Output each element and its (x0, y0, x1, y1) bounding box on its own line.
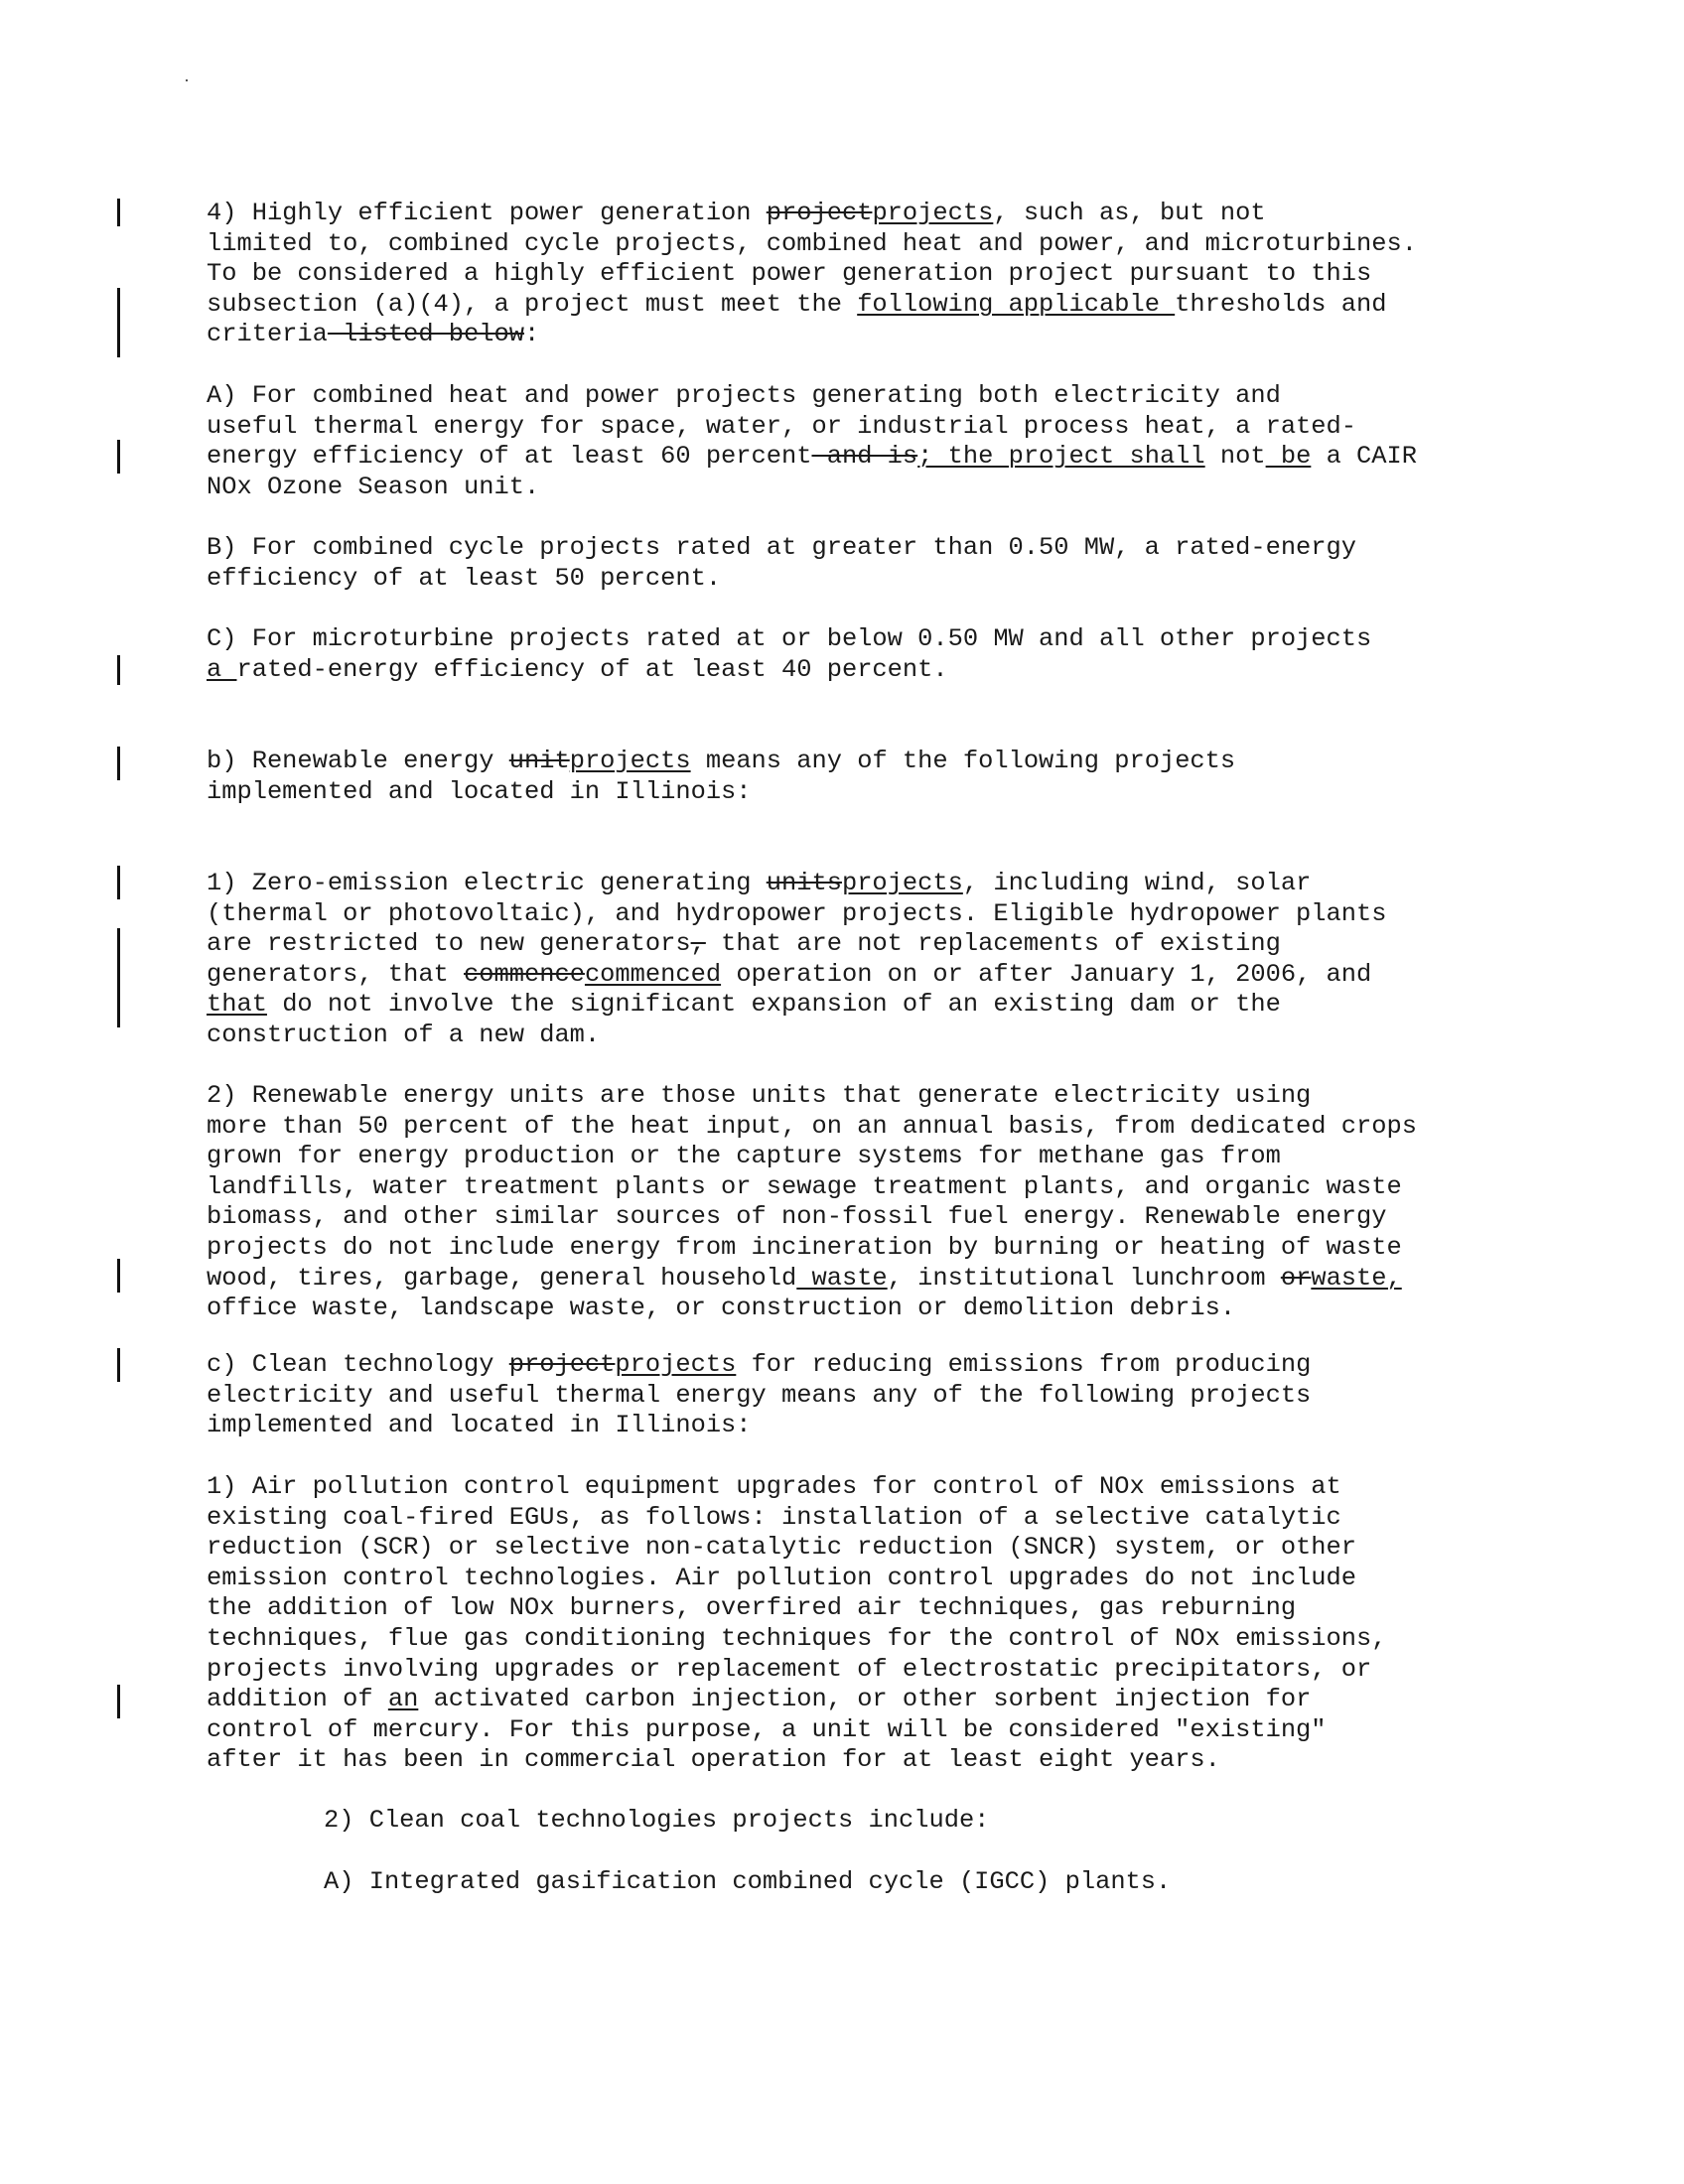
paragraph-a4-C (207, 624, 1371, 685)
paragraph-a4-A (207, 381, 1417, 502)
change-bar (117, 199, 120, 226)
text-line: c) Clean technology projectprojects for reducing emissions from producing (207, 1350, 1312, 1379)
change-bar (117, 288, 120, 357)
paragraph-c2 (324, 1806, 989, 1837)
paragraph-c2-A (324, 1867, 1171, 1898)
deleted-text: or (1280, 1263, 1312, 1293)
text-line: generators, that commencecommenced operation on or after January 1, 2006, and (207, 959, 1372, 989)
change-bar (117, 866, 120, 899)
text-line: emission control technologies. Air pollution control upgrades do not include (207, 1563, 1357, 1592)
paragraph-b (207, 747, 1235, 807)
paragraph-a4 (207, 199, 1417, 350)
deleted-text: units (766, 869, 842, 897)
inserted-text: a (207, 654, 237, 684)
text-line: criteria listed below: (207, 320, 540, 349)
text-line: A) Integrated gasification combined cycle (IGCC) plants. (324, 1867, 1172, 1896)
inserted-text: projects (615, 1350, 737, 1379)
deleted-text: project (766, 199, 873, 227)
deleted-text: and is (811, 442, 918, 472)
inserted-text: waste (796, 1263, 888, 1293)
text-line: office waste, landscape waste, or construction or demolition debris. (207, 1294, 1236, 1323)
text-line: techniques, flue gas conditioning techniques for the control of NOx emissions, (207, 1623, 1387, 1653)
change-bar (117, 655, 120, 685)
text-line: 1) Zero-emission electric generating unitsprojects, including wind, solar (207, 869, 1312, 897)
inserted-text: an (387, 1685, 419, 1714)
change-bar (117, 747, 120, 780)
text-line: (thermal or photovoltaic), and hydropower projects. Eligible hydropower plants (207, 898, 1387, 928)
deleted-text: listed below (327, 320, 524, 349)
paragraph-b1 (207, 869, 1386, 1051)
text-line: control of mercury. For this purpose, a unit will be considered "existing" (207, 1714, 1327, 1744)
text-line: b) Renewable energy unitprojects means any of the following projects (207, 747, 1236, 775)
deleted-text: commence (464, 959, 585, 989)
text-line: 2) Renewable energy units are those units that generate electricity using (207, 1081, 1312, 1110)
text-line: B) For combined cycle projects rated at greater than 0.50 MW, a rated-energy (207, 533, 1357, 562)
paragraph-b2 (207, 1081, 1417, 1324)
text-line: 1) Air pollution control equipment upgrades for control of NOx emissions at (207, 1472, 1341, 1501)
text-line: energy efficiency of at least 60 percent and is; the project shall not be a CAIR (207, 442, 1418, 472)
inserted-text: following applicable (857, 289, 1176, 319)
text-line: a rated-energy efficiency of at least 40 percent. (207, 654, 948, 684)
text-line: that do not involve the significant expansion of an existing dam or the (207, 990, 1281, 1020)
text-line: electricity and useful thermal energy means any of the following projects (207, 1380, 1312, 1410)
text-line: construction of a new dam. (207, 1020, 601, 1049)
change-bar (117, 1685, 120, 1718)
text-line: implemented and located in Illinois: (207, 776, 752, 806)
stray-mark (186, 79, 188, 81)
text-line: landfills, water treatment plants or sewage treatment plants, and organic waste (207, 1171, 1402, 1201)
text-line: efficiency of at least 50 percent. (207, 563, 722, 593)
text-line: subsection (a)(4), a project must meet the following applicable thresholds and (207, 289, 1387, 319)
text-line: 2) Clean coal technologies projects include: (324, 1806, 990, 1835)
text-line: the addition of low NOx burners, overfired air techniques, gas reburning (207, 1593, 1297, 1623)
deleted-text: project (508, 1350, 616, 1379)
inserted-text: ; the project shall (917, 442, 1205, 472)
deleted-text: unit (508, 747, 570, 775)
paragraph-a4-B (207, 533, 1356, 594)
change-bar (117, 440, 120, 474)
paragraph-c (207, 1350, 1311, 1441)
text-line: C) For microturbine projects rated at or below 0.50 MW and all other projects (207, 624, 1372, 653)
text-line: limited to, combined cycle projects, combined heat and power, and microturbines. (207, 228, 1417, 258)
inserted-text: projects (569, 747, 691, 775)
change-bar (117, 1259, 120, 1293)
text-line: 4) Highly efficient power generation projectprojects, such as, but not (207, 199, 1266, 227)
text-line: biomass, and other similar sources of non-fossil fuel energy. Renewable energy (207, 1202, 1387, 1232)
inserted-text: waste, (1311, 1263, 1402, 1293)
text-line: existing coal-fired EGUs, as follows: installation of a selective catalytic (207, 1502, 1341, 1532)
text-line: grown for energy production or the capture systems for methane gas from (207, 1142, 1281, 1171)
text-line: projects involving upgrades or replacement of electrostatic precipitators, or (207, 1654, 1372, 1684)
text-line: more than 50 percent of the heat input, on an annual basis, from dedicated crops (207, 1111, 1417, 1141)
text-line: wood, tires, garbage, general household waste, institutional lunchroom orwaste, (207, 1263, 1402, 1293)
inserted-text: projects (872, 199, 994, 227)
inserted-text: projects (841, 869, 963, 897)
text-line: To be considered a highly efficient power generation project pursuant to this (207, 259, 1372, 289)
inserted-text: that (207, 990, 267, 1020)
text-line: are restricted to new generators, that are not replacements of existing (207, 929, 1281, 959)
text-line: projects do not include energy from incineration by burning or heating of waste (207, 1232, 1402, 1262)
change-bar (117, 1348, 120, 1382)
text-line: after it has been in commercial operation for at least eight years. (207, 1745, 1220, 1775)
deleted-text: , (690, 929, 706, 959)
text-line: useful thermal energy for space, water, or industrial process heat, a rated- (207, 411, 1357, 441)
inserted-text: commenced (584, 959, 722, 989)
text-line: NOx Ozone Season unit. (207, 472, 540, 501)
text-line: implemented and located in Illinois: (207, 1411, 752, 1440)
paragraph-c1 (207, 1472, 1386, 1776)
text-line: reduction (SCR) or selective non-catalytic reduction (SNCR) system, or other (207, 1533, 1357, 1563)
text-line: A) For combined heat and power projects generating both electricity and (207, 381, 1281, 410)
change-bar (117, 928, 120, 1027)
text-line: addition of an activated carbon injection, or other sorbent injection for (207, 1685, 1312, 1714)
inserted-text: be (1265, 442, 1312, 472)
